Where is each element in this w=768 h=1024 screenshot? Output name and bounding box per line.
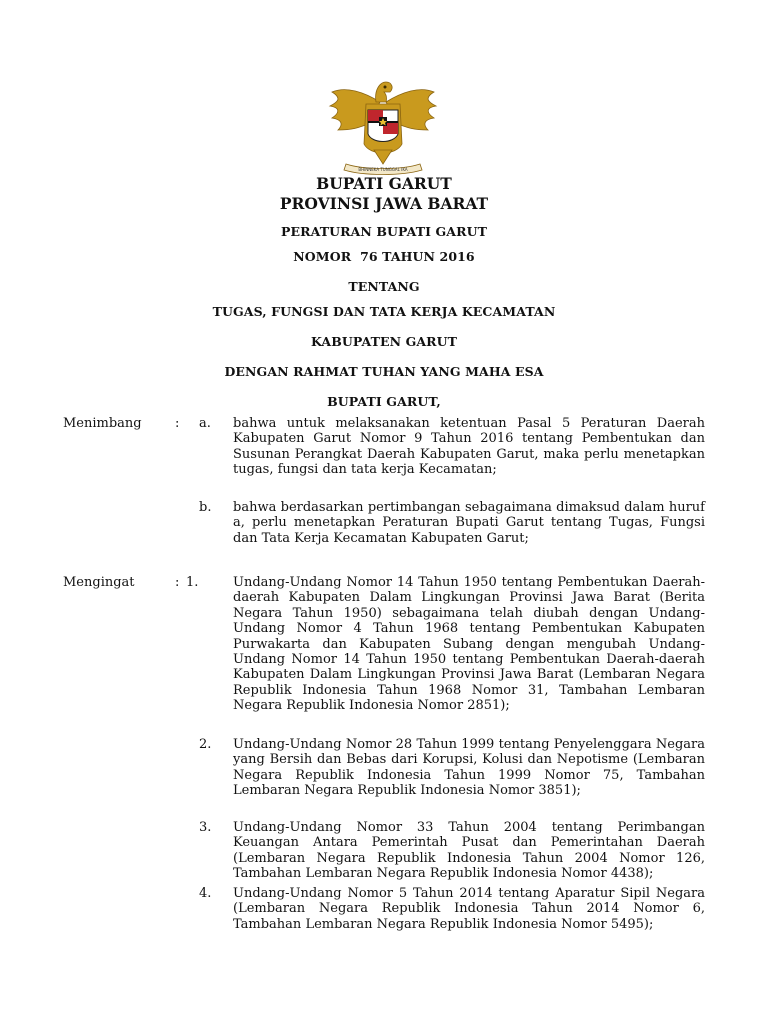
item-marker: 3. [199, 820, 212, 835]
list-item-text: bahwa berdasarkan pertimbangan sebagaimana dimaksud dalam huruf a, perlu menetapkan Peraturan Bupati Garut tentang Tugas, Fungsi dan Tata Kerja Kecamatan Kabupaten Garut; [233, 500, 705, 546]
item-marker: 1. [186, 575, 199, 590]
svg-text:BHINNEKA TUNGGAL IKA: BHINNEKA TUNGGAL IKA [358, 167, 408, 172]
province-title: PROVINSI JAWA BARAT [279, 194, 489, 213]
regent-address: BUPATI GARUT, [327, 394, 441, 409]
list-item-text: Undang-Undang Nomor 33 Tahun 2004 tentang Perimbangan Keuangan Antara Pemerintah Pusat dan Pemerintahan Daerah (Lembaran Negara Republik Indonesia Tahun 2004 Nomor 126, Tambahan Lembaran Negara Republik Indonesia Nomor 4438); [233, 820, 705, 882]
mengingat-colon: : [175, 575, 180, 590]
list-item-text: Undang-Undang Nomor 28 Tahun 1999 tentang Penyelenggara Negara yang Bersih dan Bebas dari Korupsi, Kolusi dan Nepotisme (Lembaran Negara Republik Indonesia Tahun 1999 Nomor 75, Tambahan Lembaran Negara Republik Indonesia Nomor 3851); [233, 737, 705, 799]
mengingat-item-2 [233, 737, 705, 799]
mengingat-item-1 [233, 575, 705, 714]
menimbang-item-a [233, 416, 705, 478]
menimbang-item-b [233, 500, 705, 546]
list-item-text: Undang-Undang Nomor 14 Tahun 1950 tentang Pembentukan Daerah-daerah Kabupaten Dalam Lingkungan Provinsi Jawa Barat (Berita Negara Tahun 1950) sebagaimana telah diubah dengan Undang-Undang Nomor 4 Tahun 1968 tentang Pembentukan Kabupaten Purwakarta dan Kabupaten Subang dengan mengubah Undang-Undang Nomor 14 Tahun 1950 tentang Pembentukan Daerah-daerah Kabupaten Dalam Lingkungan Provinsi Jawa Barat (Lembaran Negara Republik Indonesia Tahun 1968 Nomor 31, Tambahan Lembaran Negara Republik Indonesia Nomor 2851); [233, 575, 705, 714]
subject-line-1: TUGAS, FUNGSI DAN TATA KERJA KECAMATAN [212, 304, 556, 319]
regent-title: BUPATI GARUT [316, 174, 452, 193]
garuda-pancasila-emblem-icon [324, 72, 442, 178]
mengingat-label: Mengingat [63, 575, 135, 590]
item-marker: a. [199, 416, 211, 431]
mengingat-item-4 [233, 886, 705, 932]
item-marker: 2. [199, 737, 212, 752]
list-item-text: bahwa untuk melaksanakan ketentuan Pasal 5 Peraturan Daerah Kabupaten Garut Nomor 9 Tahun 2016 tentang Pembentukan dan Susunan Perangkat Daerah Kabupaten Garut, maka perlu menetapkan tugas, fungsi dan tata kerja Kecamatan; [233, 416, 705, 478]
menimbang-label: Menimbang [63, 416, 142, 431]
regulation-title: PERATURAN BUPATI GARUT [280, 224, 488, 239]
about-heading: TENTANG [348, 279, 420, 294]
item-marker: b. [199, 500, 212, 515]
list-item-text: Undang-Undang Nomor 5 Tahun 2014 tentang Aparatur Sipil Negara (Lembaran Negara Republik Indonesia Tahun 2014 Nomor 6, Tambahan Lembaran Negara Republik Indonesia Nomor 5495); [233, 886, 705, 932]
mengingat-item-3 [233, 820, 705, 882]
menimbang-colon: : [175, 416, 180, 431]
blessing-line: DENGAN RAHMAT TUHAN YANG MAHA ESA [224, 364, 544, 379]
subject-line-2: KABUPATEN GARUT [310, 334, 458, 349]
item-marker: 4. [199, 886, 212, 901]
regulation-number: NOMOR 76 TAHUN 2016 [293, 249, 475, 264]
